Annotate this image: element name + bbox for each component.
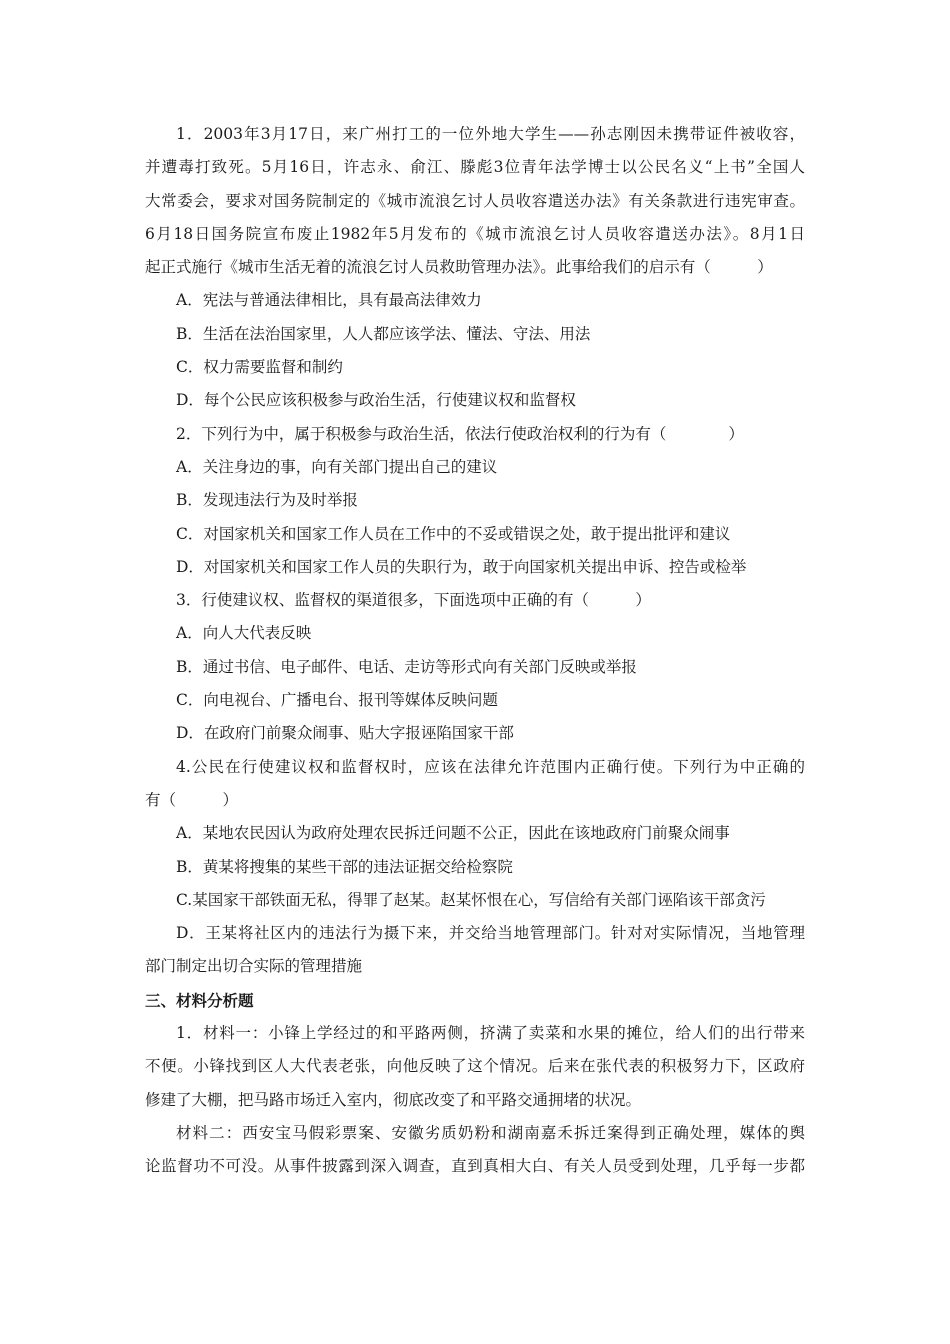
text-line: A．某地农民因认为政府处理农民拆迁问题不公正，因此在该地政府门前聚众闹事 (176, 824, 730, 843)
text-line: 不便。小锋找到区人大代表老张，向他反映了这个情况。后来在张代表的积极努力下，区政府 (145, 1057, 805, 1076)
text-line: 3．行使建议权、监督权的渠道很多，下面选项中正确的有（ ） (176, 591, 651, 610)
text-line: 有（ ） (145, 790, 239, 809)
text-line: D．对国家机关和国家工作人员的失职行为，敢于向国家机关提出申诉、控告或检举 (176, 557, 747, 576)
text-line: 1．材料一：小锋上学经过的和平路两侧，挤满了卖菜和水果的摊位，给人们的出行带来 (176, 1024, 805, 1043)
text-line: 修建了大棚，把马路市场迁入室内，彻底改变了和平路交通拥堵的状况。 (145, 1090, 642, 1109)
text-line: B．黄某将搜集的某些干部的违法证据交给检察院 (176, 857, 513, 876)
text-line: 1．2003年3月17日，来广州打工的一位外地大学生——孙志刚因未携带证件被收容， (176, 125, 805, 143)
text-line: 大常委会，要求对国务院制定的《城市流浪乞讨人员收容遣送办法》有关条款进行违宪审查。 (145, 191, 805, 210)
text-line: C．对国家机关和国家工作人员在工作中的不妥或错误之处，敢于提出批评和建议 (176, 524, 731, 543)
section-heading: 三、材料分析题 (145, 990, 254, 1010)
text-line: 论监督功不可没。从事件披露到深入调查，直到真相大白、有关人员受到处理，几乎每一步都 (145, 1157, 805, 1176)
text-line: 并遭毒打致死。5月16日，许志永、俞江、滕彪3位青年法学博士以公民名义“上书”全国人 (145, 158, 805, 177)
text-line: 2．下列行为中，属于积极参与政治生活，依法行使政治权利的行为有（ ） (176, 424, 744, 443)
text-line: 部门制定出切合实际的管理措施 (145, 957, 363, 976)
text-line: A．宪法与普通法律相比，具有最高法律效力 (176, 291, 482, 310)
text-line: A．关注身边的事，向有关部门提出自己的建议 (176, 457, 498, 476)
text-line: B．生活在法治国家里，人人都应该学法、懂法、守法、用法 (176, 324, 591, 343)
text-line: C.某国家干部铁面无私，得罪了赵某。赵某怀恨在心，写信给有关部门诬陷该干部贪污 (176, 890, 766, 909)
text-line: B．发现违法行为及时举报 (176, 491, 358, 510)
text-line: D．王某将社区内的违法行为摄下来，并交给当地管理部门。针对对实际情况，当地管理 (176, 924, 805, 943)
text-line: 4.公民在行使建议权和监督权时，应该在法律允许范围内正确行使。下列行为中正确的 (176, 757, 805, 776)
text-line: C．向电视台、广播电台、报刊等媒体反映问题 (176, 691, 498, 710)
text-line: A．向人大代表反映 (176, 624, 312, 643)
text-line: B．通过书信、电子邮件、电话、走访等形式向有关部门反映或举报 (176, 657, 637, 676)
text-line: 材料二：西安宝马假彩票案、安徽劣质奶粉和湖南嘉禾拆迁案得到正确处理，媒体的舆 (176, 1123, 805, 1142)
text-line: D．在政府门前聚众闹事、贴大字报诬陷国家干部 (176, 724, 514, 743)
document-body (145, 118, 805, 1184)
text-line: D．每个公民应该积极参与政治生活，行使建议权和监督权 (176, 391, 576, 410)
text-line: C．权力需要监督和制约 (176, 358, 343, 377)
text-line: 6月18日国务院宣布废止1982年5月发布的《城市流浪乞讨人员收容遣送办法》。8月1日 (145, 224, 805, 243)
text-line: 起正式施行《城市生活无着的流浪乞讨人员救助管理办法》。此事给我们的启示有（ ） (145, 258, 773, 277)
document-page (145, 118, 805, 1184)
